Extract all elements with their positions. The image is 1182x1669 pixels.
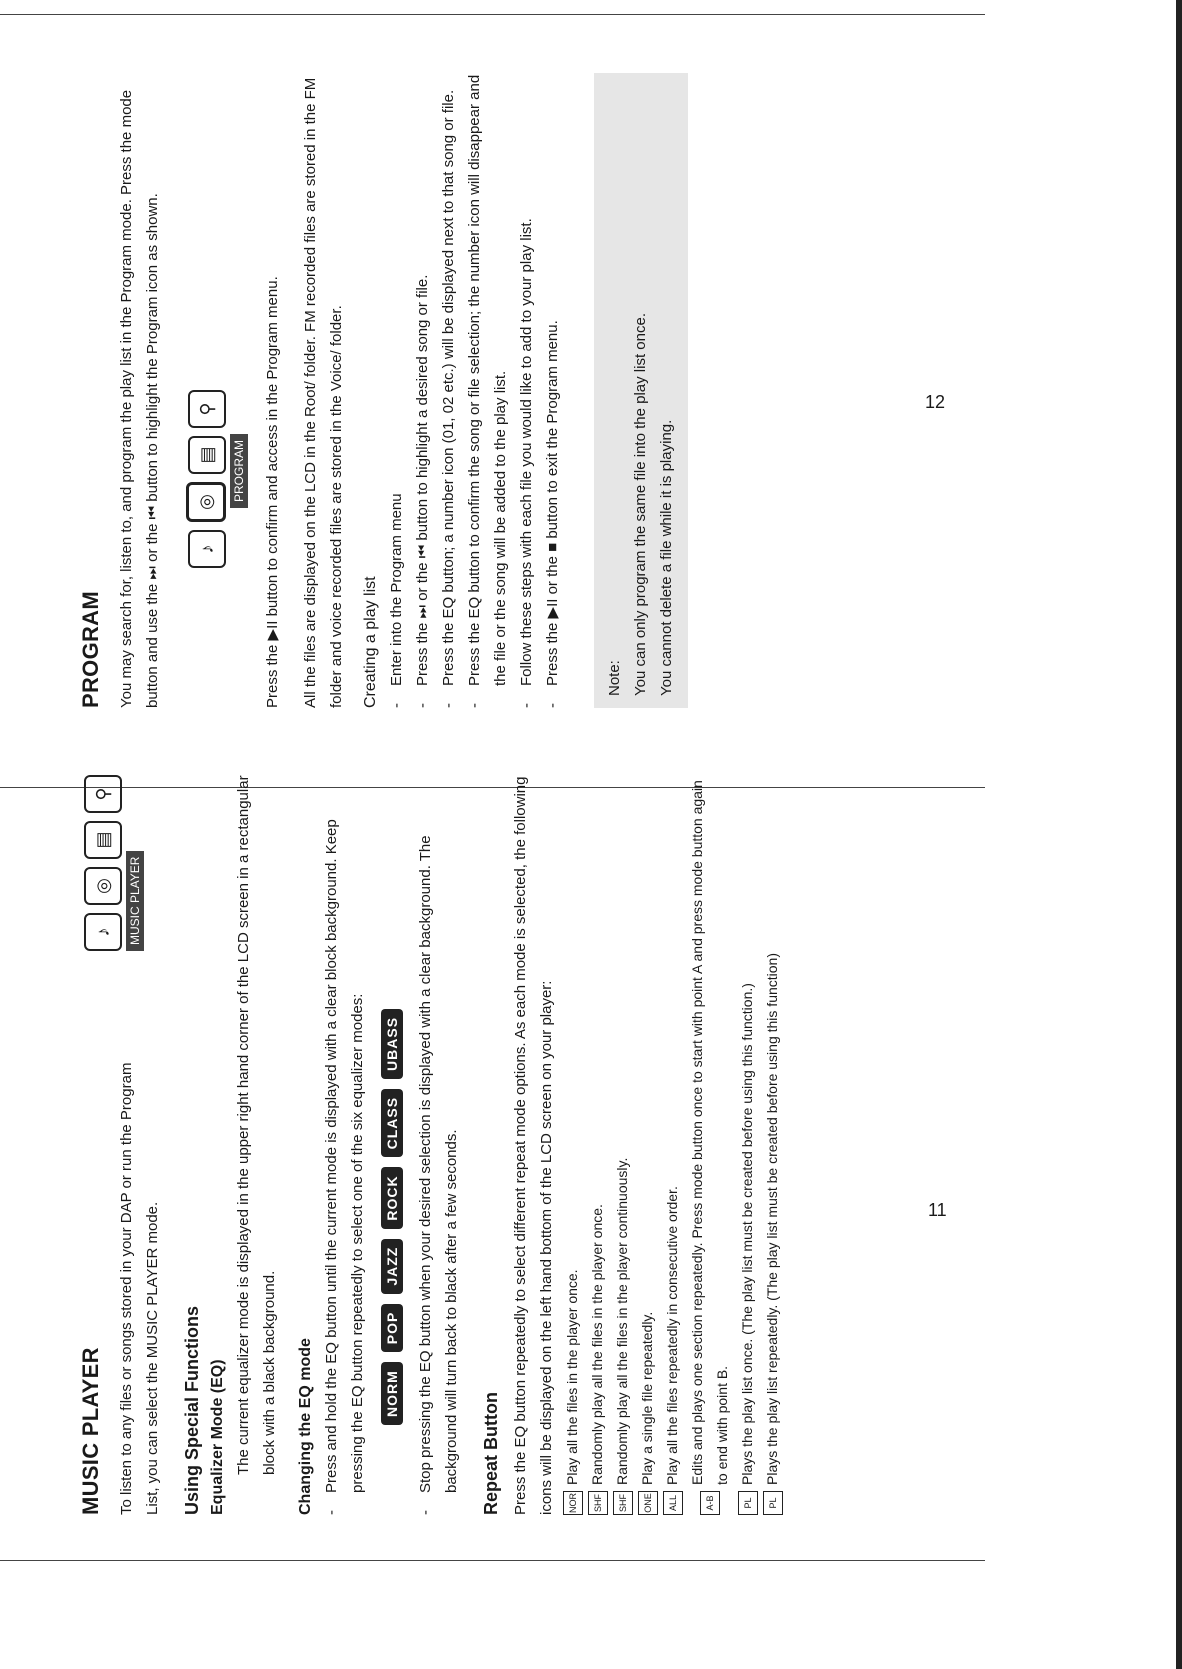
repeat-ab-icon: A-B — [700, 1491, 720, 1515]
page-number-12: 12 — [925, 392, 946, 412]
microphone-icon: ⚲ — [188, 390, 226, 428]
shuffle-icon: SHF — [588, 1491, 608, 1515]
note-line-1: You can only program the same file into the play list once. — [632, 313, 649, 696]
list-item: - Press the ⏭ or the ⏮ button to highlight a desired song or file. — [414, 274, 431, 708]
program-intro: You may search for, listen to, and program the play list in the Program mode. Press the mode button and use the ⏭ or the ⏮ button to highlight the Program icon as shown. — [118, 89, 161, 708]
list-item: - Press the ▶II or the ■ button to exit the Program menu. — [544, 320, 561, 708]
list-item: - Press the EQ button to confirm the song or file selection; the number icon will disappear and the file or the song will be added to the play list. — [466, 74, 509, 708]
microphone-icon: ⚲ — [84, 775, 122, 813]
program-tag: PROGRAM — [230, 434, 248, 508]
page-11: MUSIC PLAYER To listen to any files or songs stored in your DAP or run the Program List, you can select the MUSIC PLAYER mode. ♪ ◎ ▤ ⚲ MUSIC PLAYER Using Special Functions Equalizer Mode (EQ) The current equalizer mode is displayed in the upper right hand corner of the LCD screen in a rectangular block with a black background. Changing the EQ mode - Press and hold the EQ button until the current mode is displayed with a clear block background. Keep pressing the EQ button repeatedly to select one of the six equalizer modes: NORM POP JAZZ ROCK CLASS UBASS - Stop pressing the EQ button when your desired selection is displayed with a clear background. The background will turn back to black after a few seconds. Repeat Button Press the EQ button repeatedly to select different repeat mode options. As each mode is selected, the following icons will be displayed on the left hand bottom of the LCD screen on your player: NOR Play all the files in the player once. SHF Randomly play all the files in the player once. SHF Randomly play all the files in the player continuously. ONE Play a single file repeatedly. ALL Play all the files repeatedly in consecutive order. A-B Edits and plays one section repeatedly. Press mode button once to start with point A and press mode button again to end with point B. PL Plays the play list once. (The play list must be created before using this function.) PL Plays the play list repeatedly. (The play list must be created before using this function) — [78, 775, 938, 1515]
eq-mode-ubass: UBASS — [381, 1009, 403, 1079]
eq-mode-pop: POP — [381, 1304, 403, 1353]
list-item: - Follow these steps with each file you would like to add to your play list. — [518, 218, 535, 708]
program-folders: All the files are displayed on the LCD in the Root/ folder. FM recorded files are stored in the FM folder and voice recorded files are stored in the Voice/ folder. — [302, 77, 345, 708]
radio-icon: ▤ — [84, 821, 122, 859]
page-number-11: 11 — [928, 1200, 947, 1220]
repeat-normal-icon: NOR — [563, 1491, 583, 1515]
music-note-icon: ♪ — [84, 913, 122, 951]
note-box — [594, 73, 688, 708]
eq-mode-title: Equalizer Mode (EQ) — [209, 1359, 226, 1515]
disc-icon: ◎ — [186, 482, 226, 522]
page-12 — [78, 73, 838, 708]
eq-mode-list — [381, 775, 403, 1425]
repeat-item: SHF Randomly play all the files in the player once. — [585, 775, 610, 1515]
repeat-item: NOR Play all the files in the player once. — [560, 775, 585, 1515]
repeat-button-title: Repeat Button — [481, 1392, 501, 1515]
mode-icons — [84, 775, 122, 951]
repeat-description: Press the EQ button repeatedly to select different repeat mode options. As each mode is selected, the following icons will be displayed on the left hand bottom of the LCD screen on your player: — [512, 776, 555, 1515]
repeat-mode-list — [560, 775, 785, 1515]
eq-mode-class: CLASS — [381, 1089, 403, 1157]
disc-icon: ◎ — [84, 867, 122, 905]
program-mode-icons — [186, 73, 226, 568]
repeat-item: PL Plays the play list once. (The play list must be created before using this function.) — [735, 775, 760, 1515]
create-playlist-title: Creating a play list — [362, 576, 379, 708]
eq-description: The current equalizer mode is displayed in the upper right hand corner of the LCD screen in a rectangular block with a black background. — [235, 775, 278, 1475]
music-player-intro: To listen to any files or songs stored in your DAP or run the Program List, you can select the MUSIC PLAYER mode. — [118, 1062, 161, 1515]
list-item: - Press the EQ button; a number icon (01, 02 etc.) will be displayed next to that song or file. — [440, 89, 457, 708]
top-rule — [0, 14, 985, 15]
note-label: Note: — [606, 660, 623, 696]
changing-eq-title: Changing the EQ mode — [297, 1338, 314, 1515]
repeat-item: ONE Play a single file repeatedly. — [635, 775, 660, 1515]
scan-edge — [1176, 0, 1182, 1669]
repeat-item: PL Plays the play list repeatedly. (The play list must be created before using this function) — [760, 775, 785, 1515]
repeat-one-icon: ONE — [638, 1491, 658, 1515]
list-item: - Enter into the Program menu — [388, 493, 405, 708]
eq-mode-jazz: JAZZ — [381, 1239, 403, 1294]
eq-bullet-1: Press and hold the EQ button until the current mode is displayed with a clear block background. Keep pressing the EQ button repeatedly to select one of the six equalizer modes: — [323, 819, 366, 1493]
repeat-all-icon: ALL — [663, 1491, 683, 1515]
repeat-item: ALL Play all the files repeatedly in consecutive order. — [660, 775, 685, 1515]
note-line-2: You cannot delete a file while it is playing. — [658, 419, 675, 696]
bottom-rule — [0, 1560, 985, 1561]
repeat-item: SHF Randomly play all the files in the player continuously. — [610, 775, 635, 1515]
playlist-repeat-icon: PL — [763, 1491, 783, 1515]
repeat-item: A-B Edits and plays one section repeatedly. Press mode button once to start with point A and press mode button again to end with point B. — [685, 775, 735, 1515]
program-confirm: Press the ▶II button to confirm and access in the Program menu. — [264, 276, 281, 708]
eq-mode-norm: NORM — [381, 1362, 403, 1425]
music-note-icon: ♪ — [188, 530, 226, 568]
program-title: PROGRAM — [78, 591, 103, 708]
music-player-title: MUSIC PLAYER — [78, 1347, 103, 1515]
special-functions-title: Using Special Functions — [182, 1305, 202, 1515]
shuffle-repeat-icon: SHF — [613, 1491, 633, 1515]
radio-icon: ▤ — [188, 436, 226, 474]
create-playlist-steps — [384, 73, 566, 708]
music-player-tag: MUSIC PLAYER — [126, 851, 144, 951]
eq-mode-rock: ROCK — [381, 1167, 403, 1228]
eq-bullet-2: Stop pressing the EQ button when your desired selection is displayed with a clear background. The background will turn back to black after a few seconds. — [417, 835, 460, 1493]
playlist-icon: PL — [738, 1491, 758, 1515]
